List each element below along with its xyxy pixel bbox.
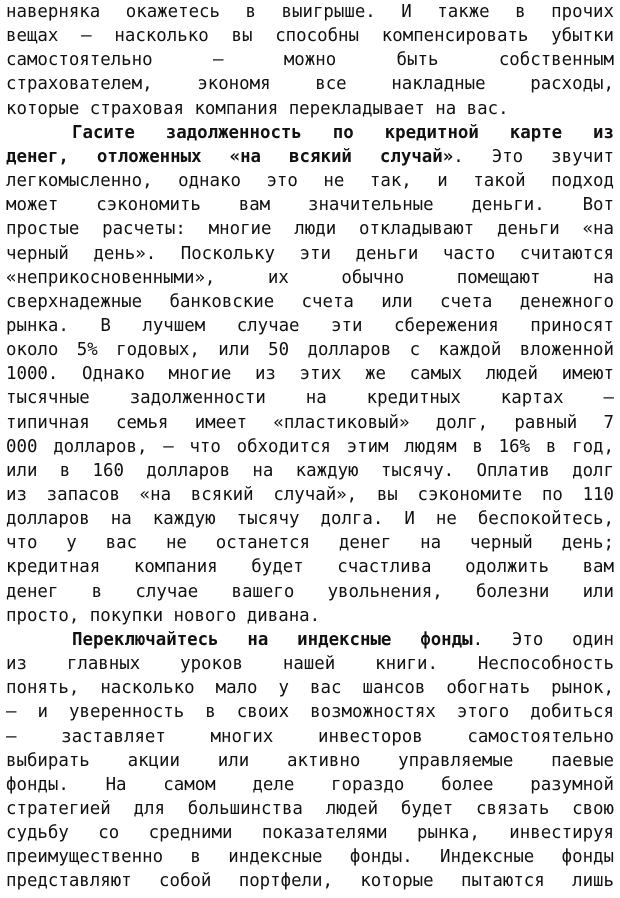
text-run: . Это звучит bbox=[453, 146, 614, 167]
text-run: что у вас не останется денег на черный день; bbox=[6, 533, 614, 554]
text-run: около 5% годовых, или 50 долларов с каждой вложенной bbox=[6, 340, 614, 361]
text-line bbox=[6, 579, 614, 605]
text-line bbox=[72, 627, 614, 653]
text-line bbox=[6, 748, 614, 774]
text-run: долларов на каждую тысячу долга. И не беспокойтесь, bbox=[6, 509, 614, 530]
text-line bbox=[6, 96, 614, 122]
bold-text-run: денег, отложенных «на всякий случай» bbox=[6, 146, 454, 167]
text-line bbox=[6, 71, 614, 97]
text-line bbox=[6, 530, 614, 556]
text-line bbox=[6, 385, 614, 411]
text-run: типичная семья имеет «пластиковый» долг, равный 7 bbox=[6, 412, 614, 433]
text-line bbox=[6, 699, 614, 725]
text-run: судьбу со средними показателями рынка, инвестируя bbox=[6, 823, 614, 844]
text-line bbox=[6, 168, 614, 194]
text-run: из главных уроков нашей книги. Неспособность bbox=[6, 654, 614, 675]
text-run: представляют собой портфели, которые пытаются лишь bbox=[6, 871, 614, 892]
text-run: страхователем, экономя все накладные расходы, bbox=[6, 74, 614, 95]
text-line bbox=[6, 144, 614, 170]
text-run: или в 160 долларов на каждую тысячу. Оплатив долг bbox=[6, 460, 614, 481]
text-line bbox=[6, 265, 614, 291]
text-run: . Это один bbox=[472, 629, 614, 650]
text-line bbox=[6, 337, 614, 363]
text-line bbox=[6, 192, 614, 218]
bold-text-run: Гасите задолженность по кредитной карте из bbox=[72, 122, 614, 143]
text-line bbox=[6, 724, 614, 750]
text-line bbox=[6, 410, 614, 436]
text-line bbox=[6, 47, 614, 73]
text-run: денег в случае вашего увольнения, болезни или bbox=[6, 581, 614, 602]
text-run: – и уверенность в своих возможностях этого добиться bbox=[6, 702, 614, 723]
text-line bbox=[6, 675, 614, 701]
text-run: наверняка окажетесь в выигрыше. И также в прочих bbox=[6, 2, 614, 22]
text-run: черный день». Поскольку эти деньги часто считаются bbox=[6, 243, 614, 264]
text-run: вещах – насколько вы способны компенсировать убытки bbox=[6, 26, 614, 47]
text-run: самостоятельно – можно быть собственным bbox=[6, 50, 614, 71]
text-line bbox=[6, 603, 614, 629]
text-run: рынка. В лучшем случае эти сбережения приносят bbox=[6, 315, 614, 336]
text-line bbox=[72, 120, 614, 146]
text-run: выбирать акции или активно управляемые паевые bbox=[6, 750, 614, 771]
text-line bbox=[6, 772, 614, 798]
text-line bbox=[6, 23, 614, 49]
text-line bbox=[6, 434, 614, 460]
text-line bbox=[6, 0, 614, 25]
text-run: «неприкосновенными», их обычно помещают на bbox=[6, 267, 614, 288]
text-run: 1000. Однако многие из этих же самых людей имеют bbox=[6, 364, 614, 385]
text-line bbox=[6, 796, 614, 822]
text-run: – заставляет многих инвесторов самостоятельно bbox=[6, 726, 614, 747]
text-run: тысячные задолженности на кредитных картах – bbox=[6, 388, 614, 409]
text-line bbox=[6, 868, 614, 894]
text-run: понять, насколько мало у вас шансов обогнать рынок, bbox=[6, 678, 614, 699]
text-line bbox=[6, 554, 614, 580]
text-run: простые расчеты: многие люди откладывают деньги «на bbox=[6, 219, 614, 240]
text-line bbox=[6, 241, 614, 267]
text-line bbox=[6, 651, 614, 677]
text-run: сверхнадежные банковские счета или счета денежного bbox=[6, 291, 614, 312]
text-line bbox=[6, 289, 614, 315]
text-run: может сэкономить вам значительные деньги. Вот bbox=[6, 195, 614, 216]
text-run: стратегией для большинства людей будет связать свою bbox=[6, 798, 614, 819]
text-line bbox=[6, 506, 614, 532]
text-line bbox=[6, 313, 614, 339]
text-line bbox=[6, 844, 614, 870]
text-line bbox=[6, 361, 614, 387]
text-line bbox=[6, 820, 614, 846]
bold-text-run: Переключайтесь на индексные фонды bbox=[72, 629, 473, 650]
text-run: преимущественно в индексные фонды. Индексные фонды bbox=[6, 847, 614, 868]
text-line bbox=[6, 482, 614, 508]
text-run: просто, покупки нового дивана. bbox=[6, 605, 321, 626]
text-run: легкомысленно, однако это не так, и такой подход bbox=[6, 171, 614, 192]
text-run: из запасов «на всякий случай», вы сэкономите по 110 bbox=[6, 485, 614, 505]
text-run: 000 долларов, – что обходится этим людям в 16% в год, bbox=[6, 436, 614, 457]
text-run: кредитная компания будет счастлива одолжить вам bbox=[6, 557, 614, 578]
text-run: фонды. На самом деле гораздо более разумной bbox=[6, 774, 614, 795]
text-line bbox=[6, 458, 614, 484]
text-run: которые страховая компания перекладывает на вас. bbox=[6, 98, 509, 119]
text-line bbox=[6, 216, 614, 242]
